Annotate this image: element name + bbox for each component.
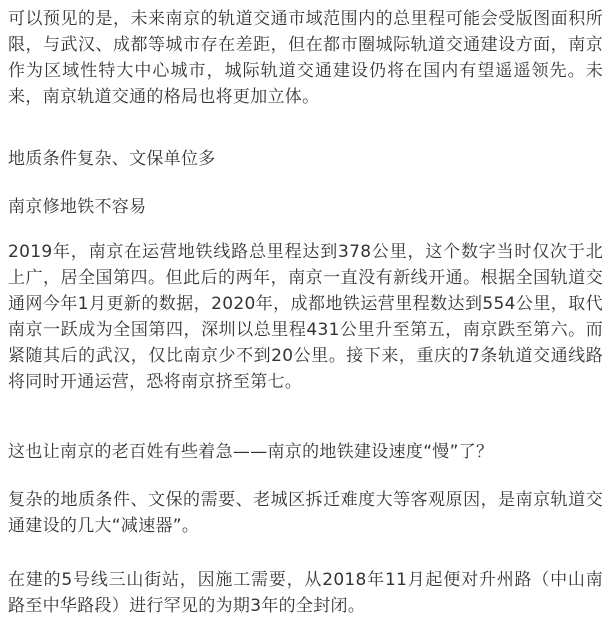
paragraph-outlook: 可以预见的是，未来南京的轨道交通市域范围内的总里程可能会受版图面积所限，与武汉、成都等城市存在差距，但在都市圈城际轨道交通建设方面，南京作为区域性特大中心城市，城际轨道交通建设仍将在国内有望遥遥领先。未来，南京轨道交通的格局也将更加立体。 [8,9,603,107]
paragraph-station-closure: 在建的5号线三山街站，因施工需要，从2018年11月起便对升州路（中山南路至中华路段）进行罕见的为期3年的全封闭。 [8,570,603,616]
paragraph-mileage-ranking: 2019年，南京在运营地铁线路总里程达到378公里，这个数字当时仅次于北上广，居全国第四。但此后的两年，南京一直没有新线开通。根据全国轨道交通网今年1月更新的数据，2020年，成都地铁运营里程数达到554公里，取代南京一跃成为全国第四，深圳以总里程431公里升至第五，南京跌至第六。而紧随其后的武汉，仅比南京少不到20公里。接下来，重庆的7条轨道交通线路将同时开通运营，恐将南京挤至第七。 [8,242,603,392]
subheading-difficulty: 南京修地铁不容易 [8,197,147,217]
subheading-geology: 地质条件复杂、文保单位多 [8,149,216,169]
paragraph-public-concern: 这也让南京的老百姓有些着急——南京的地铁建设速度“慢”了？ [8,442,494,462]
paragraph-reasons: 复杂的地质条件、文保的需要、老城区拆迁难度大等客观原因，是南京轨道交通建设的几大“减速器”。 [8,490,603,536]
